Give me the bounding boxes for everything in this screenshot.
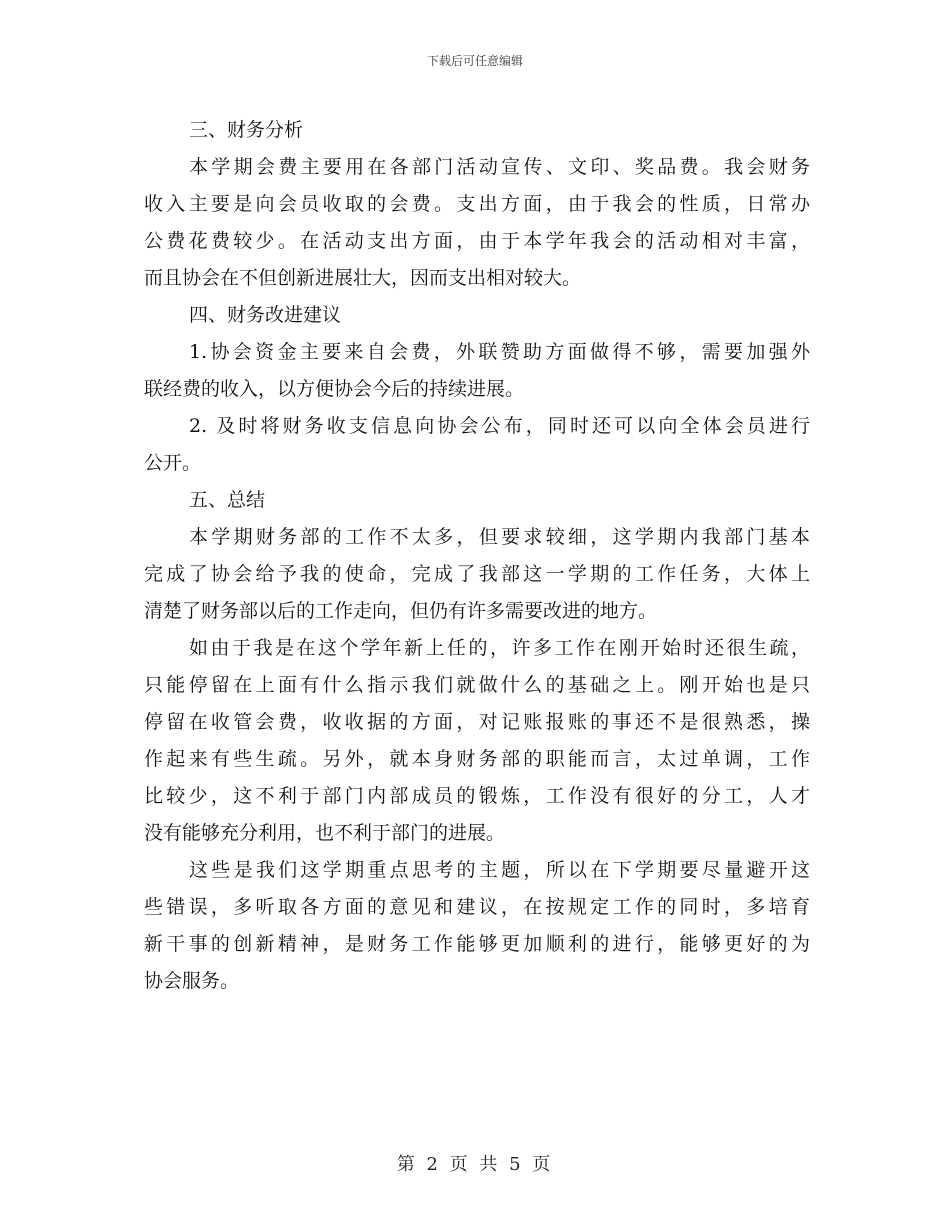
- paragraph-line: 公开。: [144, 452, 202, 474]
- paragraph-line: 本学期财务部的工作不太多，但要求较细，这学期内我部门基本: [189, 526, 810, 548]
- page-header: 下载后可任意编辑: [426, 54, 523, 68]
- paragraph-line: 作起来有些生疏。另外，就本身财务部的职能而言，太过单调，工作: [144, 748, 810, 770]
- paragraph-line: 协会服务。: [144, 970, 240, 992]
- section-heading-financial-analysis: 三、财务分析: [189, 119, 304, 141]
- paragraph-line: 1.协会资金主要来自会费，外联赞助方面做得不够，需要加强外: [189, 341, 810, 363]
- paragraph-line: 新干事的创新精神，是财务工作能够更加顺利的进行，能够更好的为: [144, 933, 810, 955]
- paragraph-line: 如由于我是在这个学年新上任的，许多工作在刚开始时还很生疏，: [189, 637, 810, 659]
- page-number: 第 2 页 共 5 页: [396, 1154, 554, 1175]
- paragraph-line: 收入主要是向会员收取的会费。支出方面，由于我会的性质，日常办: [144, 193, 810, 215]
- paragraph-line: 这些是我们这学期重点思考的主题，所以在下学期要尽量避开这: [189, 859, 810, 881]
- paragraph-line: 2. 及时将财务收支信息向协会公布，同时还可以向全体会员进行: [189, 415, 810, 437]
- section-heading-improvement-suggestions: 四、财务改进建议: [189, 304, 342, 326]
- paragraph-line: 完成了协会给予我的使命，完成了我部这一学期的工作任务，大体上: [144, 563, 810, 585]
- paragraph-line: 些错误，多听取各方面的意见和建议，在按规定工作的同时，多培育: [144, 896, 810, 918]
- paragraph-line: 公费花费较少。在活动支出方面，由于本学年我会的活动相对丰富，: [144, 230, 810, 252]
- paragraph-line: 停留在收管会费，收收据的方面，对记账报账的事还不是很熟悉，操: [144, 711, 810, 733]
- paragraph-line: 没有能够充分利用，也不利于部门的进展。: [144, 822, 506, 844]
- paragraph-line: 本学期会费主要用在各部门活动宣传、文印、奖品费。我会财务: [189, 156, 810, 178]
- paragraph-line: 清楚了财务部以后的工作走向，但仍有许多需要改进的地方。: [144, 600, 658, 622]
- paragraph-line: 而且协会在不但创新进展壮大，因而支出相对较大。: [144, 267, 582, 289]
- paragraph-line: 联经费的收入，以方便协会今后的持续进展。: [144, 378, 525, 400]
- section-heading-summary: 五、总结: [189, 489, 266, 511]
- paragraph-line: 只能停留在上面有什么指示我们就做什么的基础之上。刚开始也是只: [144, 674, 810, 696]
- document-body: [144, 112, 810, 1000]
- paragraph-line: 比较少，这不利于部门内部成员的锻炼，工作没有很好的分工，人才: [144, 785, 810, 807]
